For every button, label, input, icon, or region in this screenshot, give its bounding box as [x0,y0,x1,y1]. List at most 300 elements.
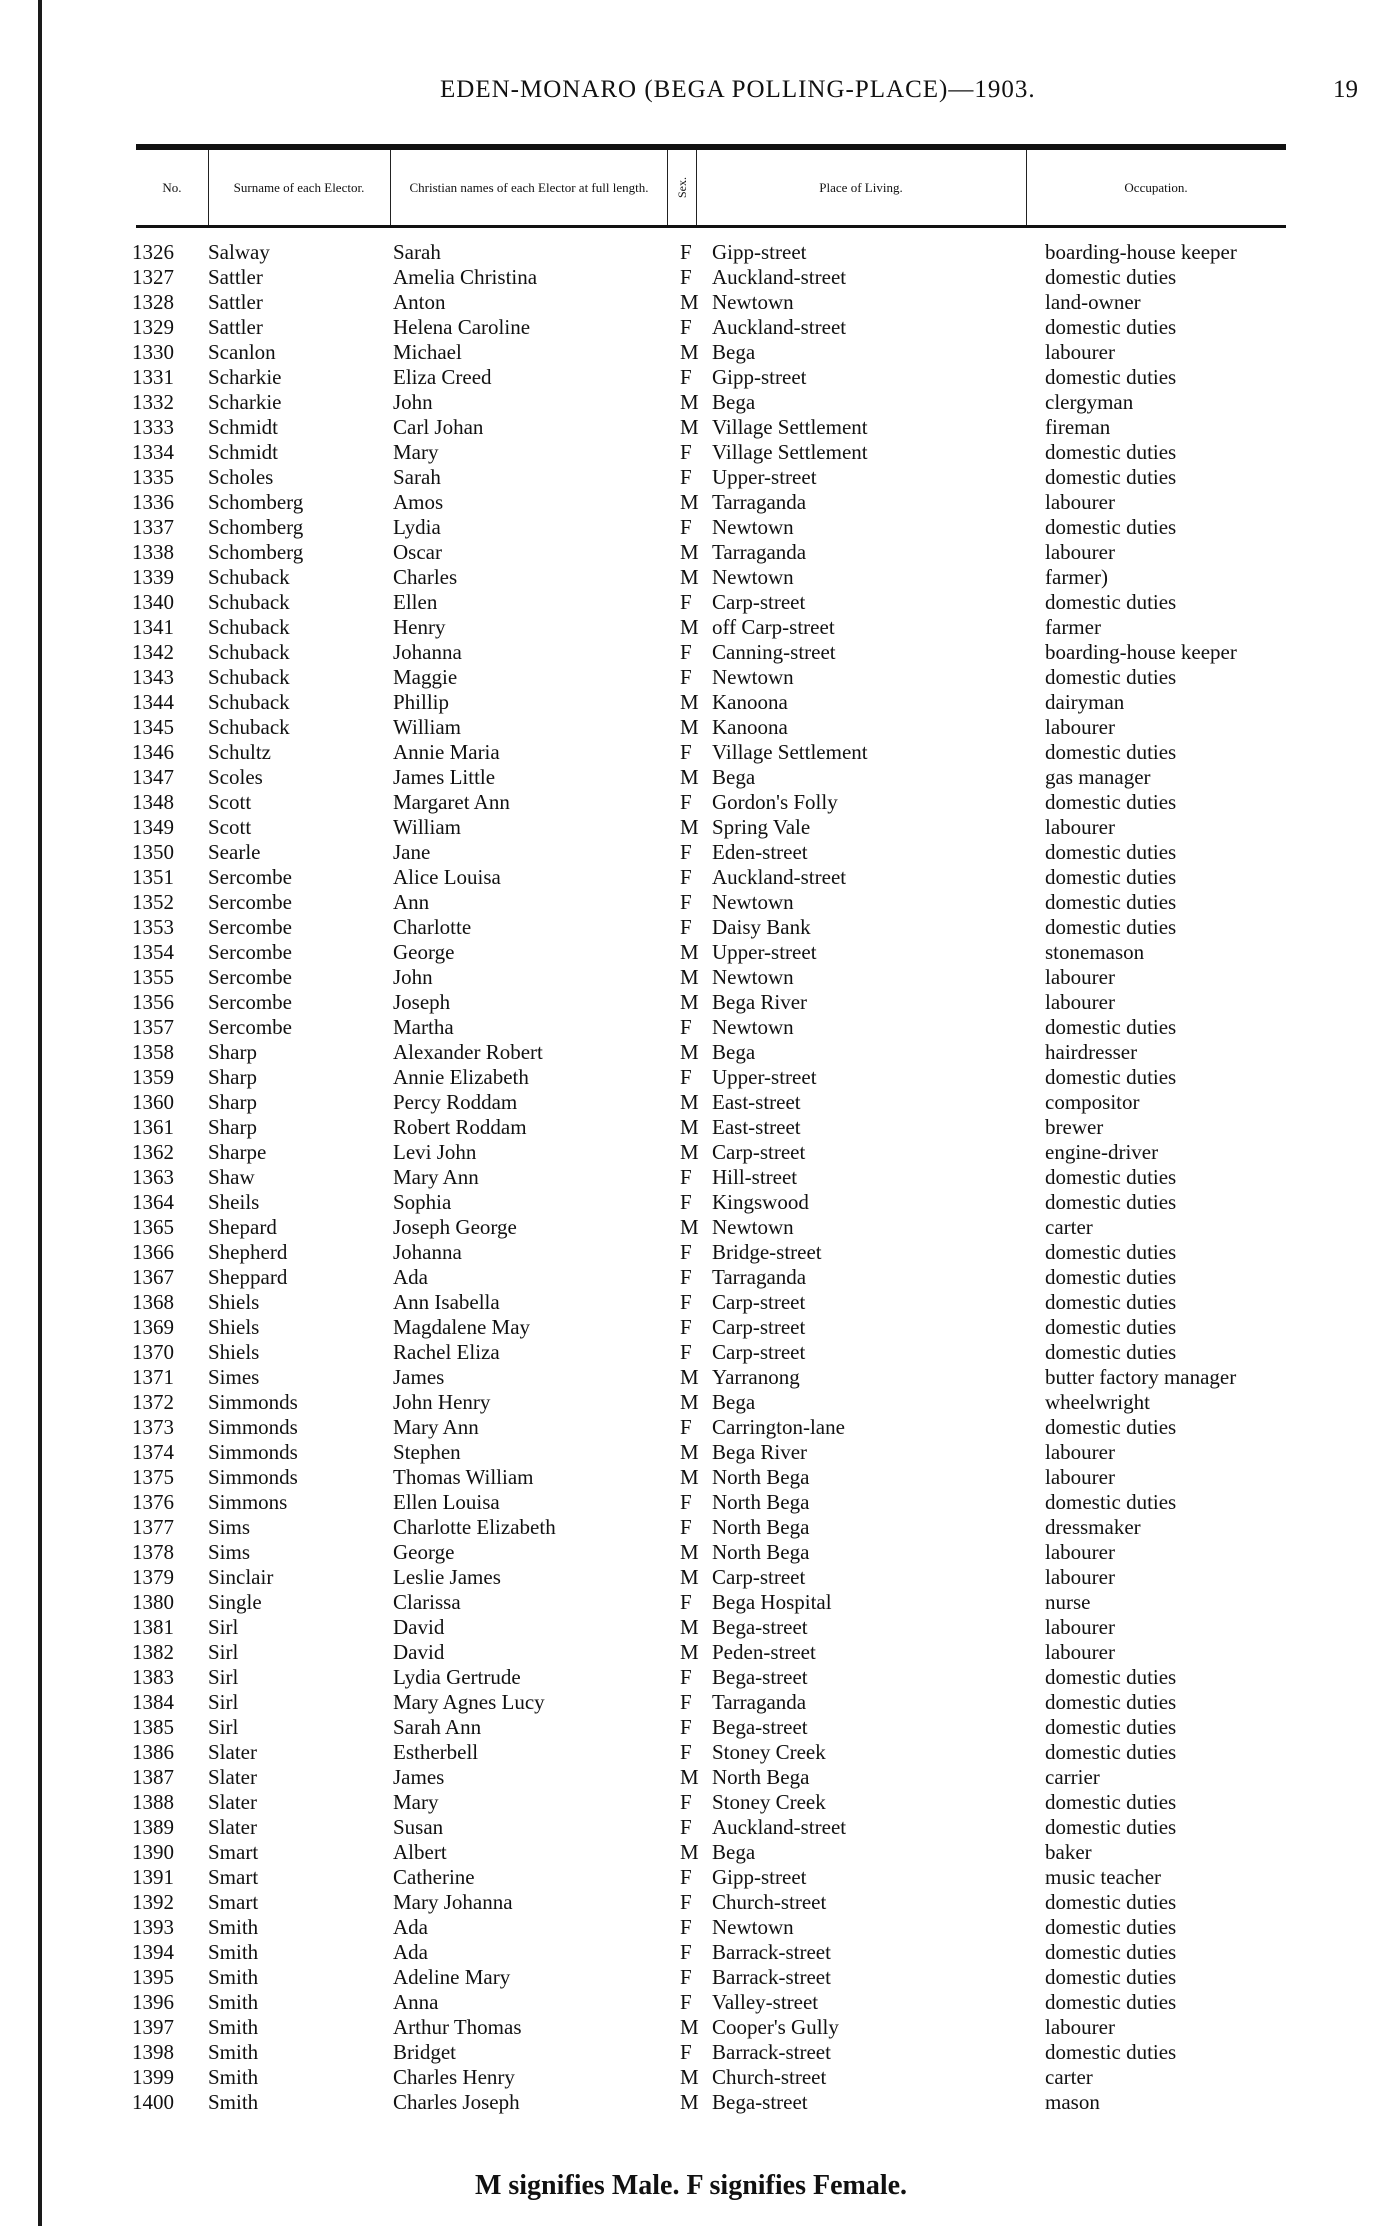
elector-surname: Smith [208,1965,259,1989]
elector-sex: F [680,515,692,539]
elector-number: 1357 [132,1015,174,1039]
elector-occupation: boarding-house keeper [1045,240,1237,264]
elector-christian-names: Alexander Robert [393,1040,543,1064]
elector-number: 1353 [132,915,174,939]
elector-occupation: carter [1045,2065,1093,2089]
elector-occupation: dressmaker [1045,1515,1141,1539]
table-row [0,515,1382,540]
elector-occupation: farmer [1045,615,1101,639]
table-row [0,315,1382,340]
elector-place: North Bega [712,1465,810,1489]
elector-surname: Simmonds [208,1390,298,1414]
elector-christian-names: Ada [393,1940,428,1964]
elector-christian-names: Joseph George [393,1215,517,1239]
elector-christian-names: Margaret Ann [393,790,510,814]
table-row [0,1465,1382,1490]
table-row [0,1365,1382,1390]
elector-occupation: domestic duties [1045,590,1177,614]
elector-occupation: domestic duties [1045,1240,1177,1264]
elector-number: 1356 [132,990,174,1014]
elector-christian-names: George [393,940,455,964]
elector-place: Valley-street [712,1990,819,2014]
elector-surname: Sirl [208,1615,239,1639]
elector-sex: F [680,440,692,464]
elector-occupation: domestic duties [1045,1265,1177,1289]
elector-number: 1334 [132,440,174,464]
elector-place: Carp-street [712,1565,806,1589]
elector-place: Auckland-street [712,1815,847,1839]
elector-occupation: carter [1045,1215,1093,1239]
table-row [0,1090,1382,1115]
elector-occupation: domestic duties [1045,1340,1177,1364]
elector-christian-names: Sarah [393,465,441,489]
elector-sex: M [680,1090,699,1114]
elector-surname: Schuback [208,640,290,664]
elector-sex: F [680,1740,692,1764]
elector-christian-names: James [393,1365,445,1389]
elector-sex: F [680,890,692,914]
elector-christian-names: Ellen Louisa [393,1490,500,1514]
elector-number: 1383 [132,1665,174,1689]
elector-number: 1355 [132,965,174,989]
table-row [0,815,1382,840]
elector-place: Stoney Creek [712,1740,826,1764]
elector-surname: Sattler [208,315,263,339]
elector-place: Peden-street [712,1640,816,1664]
elector-christian-names: Magdalene May [393,1315,531,1339]
elector-place: East-street [712,1090,801,1114]
table-row [0,740,1382,765]
elector-christian-names: Lydia Gertrude [393,1665,521,1689]
elector-christian-names: Ada [393,1265,428,1289]
elector-number: 1364 [132,1190,174,1214]
elector-occupation: labourer [1045,990,1115,1014]
elector-surname: Schmidt [208,415,279,439]
elector-sex: M [680,340,699,364]
elector-number: 1400 [132,2090,174,2114]
table-row [0,1865,1382,1890]
elector-occupation: mason [1045,2090,1100,2114]
elector-number: 1330 [132,340,174,364]
elector-place: Bega River [712,990,808,1014]
elector-christian-names: Mary [393,440,439,464]
elector-surname: Sirl [208,1715,239,1739]
elector-surname: Sharpe [208,1140,267,1164]
elector-sex: M [680,540,699,564]
elector-place: Bega-street [712,2090,808,2114]
elector-number: 1374 [132,1440,174,1464]
elector-sex: F [680,1915,692,1939]
elector-place: Auckland-street [712,315,847,339]
elector-christian-names: Johanna [393,1240,462,1264]
table-row [0,940,1382,965]
table-row [0,990,1382,1015]
elector-sex: M [680,715,699,739]
sex-legend: M signifies Male. F signifies Female. [474,2170,908,2201]
table-row [0,1440,1382,1465]
elector-sex: F [680,1690,692,1714]
elector-occupation: domestic duties [1045,1915,1177,1939]
elector-place: Bega [712,390,756,414]
elector-occupation: domestic duties [1045,465,1177,489]
elector-occupation: farmer) [1045,565,1108,589]
elector-place: Gipp-street [712,1865,807,1889]
elector-surname: Simmonds [208,1415,298,1439]
elector-sex: F [680,1290,692,1314]
elector-occupation: stonemason [1045,940,1145,964]
elector-surname: Sims [208,1540,251,1564]
elector-christian-names: Percy Roddam [393,1090,518,1114]
elector-surname: Slater [208,1790,257,1814]
table-row [0,590,1382,615]
elector-number: 1361 [132,1115,174,1139]
elector-number: 1337 [132,515,174,539]
table-row [0,1115,1382,1140]
elector-number: 1366 [132,1240,174,1264]
elector-sex: F [680,1940,692,1964]
elector-surname: Scharkie [208,365,282,389]
elector-christian-names: Charles [393,565,458,589]
elector-place: Carp-street [712,1140,806,1164]
elector-christian-names: Henry [393,615,446,639]
elector-surname: Scanlon [208,340,276,364]
elector-place: Daisy Bank [712,915,811,939]
table-row [0,1065,1382,1090]
elector-christian-names: Bridget [393,2040,456,2064]
elector-christian-names: Alice Louisa [393,865,501,889]
elector-place: Village Settlement [712,440,868,464]
elector-occupation: domestic duties [1045,1690,1177,1714]
elector-place: Kanoona [712,715,788,739]
elector-place: Cooper's Gully [712,2015,839,2039]
elector-surname: Smith [208,1915,259,1939]
elector-christian-names: Leslie James [393,1565,501,1589]
elector-surname: Sharp [208,1090,257,1114]
elector-number: 1387 [132,1765,174,1789]
elector-surname: Sharp [208,1040,257,1064]
elector-place: Newtown [712,1015,794,1039]
elector-sex: M [680,1615,699,1639]
elector-occupation: gas manager [1045,765,1151,789]
elector-number: 1376 [132,1490,174,1514]
elector-place: Village Settlement [712,740,868,764]
elector-christian-names: Annie Elizabeth [393,1065,529,1089]
elector-surname: Schmidt [208,440,279,464]
elector-place: Bega-street [712,1665,808,1689]
elector-christian-names: Charlotte [393,915,472,939]
elector-surname: Shiels [208,1340,260,1364]
elector-place: Church-street [712,1890,827,1914]
elector-place: Carrington-lane [712,1415,845,1439]
elector-place: Carp-street [712,590,806,614]
elector-surname: Shiels [208,1290,260,1314]
elector-place: Bridge-street [712,1240,822,1264]
elector-christian-names: Mary Agnes Lucy [393,1690,545,1714]
elector-christian-names: Albert [393,1840,447,1864]
table-row [0,465,1382,490]
elector-christian-names: Mary [393,1790,439,1814]
elector-surname: Sercombe [208,890,292,914]
elector-christian-names: James Little [393,765,496,789]
elector-occupation: labourer [1045,1440,1115,1464]
elector-sex: F [680,2040,692,2064]
elector-number: 1379 [132,1565,174,1589]
elector-surname: Smith [208,1990,259,2014]
elector-occupation: domestic duties [1045,1940,1177,1964]
elector-sex: F [680,240,692,264]
table-row [0,290,1382,315]
elector-sex: M [680,1765,699,1789]
elector-number: 1332 [132,390,174,414]
elector-surname: Slater [208,1740,257,1764]
elector-surname: Sercombe [208,865,292,889]
elector-christian-names: Ada [393,1915,428,1939]
elector-occupation: labourer [1045,340,1115,364]
elector-sex: F [680,1265,692,1289]
elector-occupation: domestic duties [1045,1815,1177,1839]
elector-place: Canning-street [712,640,836,664]
elector-sex: M [680,1565,699,1589]
elector-sex: F [680,1815,692,1839]
elector-occupation: domestic duties [1045,1665,1177,1689]
elector-sex: M [680,1115,699,1139]
elector-sex: F [680,1790,692,1814]
elector-place: Church-street [712,2065,827,2089]
table-row [0,1540,1382,1565]
elector-sex: M [680,765,699,789]
elector-christian-names: Michael [393,340,462,364]
elector-christian-names: Carl Johan [393,415,484,439]
table-row [0,915,1382,940]
elector-surname: Sheils [208,1190,260,1214]
elector-occupation: baker [1045,1840,1092,1864]
elector-christian-names: Maggie [393,665,458,689]
elector-occupation: labourer [1045,490,1115,514]
table-row [0,1915,1382,1940]
elector-surname: Smith [208,2065,259,2089]
elector-number: 1336 [132,490,174,514]
elector-surname: Sirl [208,1640,239,1664]
elector-christian-names: Lydia [393,515,441,539]
elector-occupation: labourer [1045,540,1115,564]
elector-number: 1368 [132,1290,174,1314]
elector-surname: Smart [208,1840,259,1864]
elector-place: Auckland-street [712,865,847,889]
elector-sex: F [680,1415,692,1439]
elector-sex: F [680,1065,692,1089]
elector-sex: F [680,265,692,289]
elector-christian-names: Ellen [393,590,438,614]
elector-number: 1380 [132,1590,174,1614]
table-row [0,1265,1382,1290]
elector-number: 1339 [132,565,174,589]
elector-surname: Sercombe [208,915,292,939]
table-row [0,1665,1382,1690]
elector-surname: Sercombe [208,965,292,989]
elector-sex: F [680,1340,692,1364]
elector-number: 1347 [132,765,174,789]
elector-christian-names: Mary Ann [393,1165,479,1189]
elector-sex: F [680,1990,692,2014]
elector-surname: Sirl [208,1690,239,1714]
elector-number: 1369 [132,1315,174,1339]
elector-christian-names: George [393,1540,455,1564]
elector-number: 1392 [132,1890,174,1914]
elector-christian-names: Clarissa [393,1590,461,1614]
elector-sex: F [680,790,692,814]
table-row [0,415,1382,440]
elector-sex: F [680,740,692,764]
table-row [0,765,1382,790]
elector-christian-names: Adeline Mary [393,1965,511,1989]
elector-sex: F [680,315,692,339]
elector-sex: M [680,2015,699,2039]
elector-number: 1342 [132,640,174,664]
table-row [0,365,1382,390]
elector-occupation: domestic duties [1045,1790,1177,1814]
elector-sex: F [680,1965,692,1989]
elector-number: 1326 [132,240,174,264]
elector-place: Upper-street [712,1065,817,1089]
elector-occupation: domestic duties [1045,1965,1177,1989]
elector-sex: F [680,1515,692,1539]
elector-occupation: labourer [1045,1465,1115,1489]
elector-number: 1399 [132,2065,174,2089]
elector-surname: Schultz [208,740,271,764]
elector-sex: F [680,865,692,889]
table-row [0,1590,1382,1615]
elector-occupation: domestic duties [1045,515,1177,539]
header-sex: Sex. [675,177,689,198]
header-sex-cell [668,150,697,225]
elector-occupation: labourer [1045,2015,1115,2039]
elector-occupation: compositor [1045,1090,1140,1114]
elector-occupation: butter factory manager [1045,1365,1237,1389]
elector-surname: Smart [208,1890,259,1914]
elector-occupation: domestic duties [1045,790,1177,814]
elector-occupation: domestic duties [1045,265,1177,289]
elector-occupation: labourer [1045,1615,1115,1639]
elector-number: 1359 [132,1065,174,1089]
elector-christian-names: Catherine [393,1865,475,1889]
elector-christian-names: James [393,1765,445,1789]
elector-sex: M [680,390,699,414]
elector-occupation: domestic duties [1045,1165,1177,1189]
elector-christian-names: Amos [393,490,444,514]
table-row [0,390,1382,415]
elector-surname: Searle [208,840,261,864]
table-row [0,2040,1382,2065]
elector-number: 1338 [132,540,174,564]
elector-sex: M [680,990,699,1014]
elector-place: North Bega [712,1540,810,1564]
elector-place: Newtown [712,1915,794,1939]
elector-sex: M [680,415,699,439]
elector-number: 1341 [132,615,174,639]
elector-number: 1385 [132,1715,174,1739]
table-row [0,1990,1382,2015]
elector-number: 1389 [132,1815,174,1839]
elector-number: 1381 [132,1615,174,1639]
elector-number: 1378 [132,1540,174,1564]
elector-sex: F [680,1865,692,1889]
elector-number: 1377 [132,1515,174,1539]
elector-number: 1390 [132,1840,174,1864]
elector-surname: Simmonds [208,1440,298,1464]
elector-sex: F [680,1715,692,1739]
elector-number: 1396 [132,1990,174,2014]
table-row [0,1190,1382,1215]
elector-christian-names: William [393,815,461,839]
elector-occupation: domestic duties [1045,1415,1177,1439]
elector-number: 1345 [132,715,174,739]
table-row [0,1690,1382,1715]
elector-place: Gordon's Folly [712,790,838,814]
table-row [0,965,1382,990]
elector-christian-names: John [393,390,433,414]
elector-number: 1395 [132,1965,174,1989]
elector-surname: Sattler [208,290,263,314]
elector-number: 1348 [132,790,174,814]
table-row [0,1315,1382,1340]
elector-number: 1375 [132,1465,174,1489]
table-row [0,1290,1382,1315]
elector-sex: M [680,940,699,964]
elector-number: 1384 [132,1690,174,1714]
elector-surname: Schomberg [208,515,304,539]
elector-occupation: clergyman [1045,390,1134,414]
elector-number: 1354 [132,940,174,964]
table-row [0,690,1382,715]
elector-sex: F [680,1190,692,1214]
table-row [0,340,1382,365]
elector-christian-names: Helena Caroline [393,315,531,339]
elector-sex: M [680,1365,699,1389]
elector-christian-names: Charles Henry [393,2065,515,2089]
elector-number: 1352 [132,890,174,914]
elector-occupation: domestic duties [1045,890,1177,914]
elector-occupation: labourer [1045,1540,1115,1564]
elector-christian-names: Ann Isabella [393,1290,500,1314]
elector-christian-names: Mary Johanna [393,1890,513,1914]
table-row [0,665,1382,690]
elector-surname: Single [208,1590,262,1614]
elector-surname: Smith [208,2090,259,2114]
elector-surname: Shepard [208,1215,277,1239]
elector-surname: Scharkie [208,390,282,414]
elector-place: Barrack-street [712,1965,831,1989]
elector-surname: Sercombe [208,1015,292,1039]
elector-occupation: labourer [1045,1565,1115,1589]
elector-occupation: hairdresser [1045,1040,1138,1064]
elector-place: Bega-street [712,1615,808,1639]
elector-christian-names: Rachel Eliza [393,1340,500,1364]
header-christian: Christian names of each Elector at full length. [391,150,668,225]
elector-number: 1397 [132,2015,174,2039]
elector-place: Eden-street [712,840,808,864]
elector-place: North Bega [712,1490,810,1514]
elector-occupation: domestic duties [1045,1990,1177,2014]
table-row [0,1565,1382,1590]
table-row [0,1790,1382,1815]
elector-place: Upper-street [712,940,817,964]
elector-occupation: carrier [1045,1765,1100,1789]
elector-sex: M [680,290,699,314]
table-row [0,1640,1382,1665]
elector-surname: Scoles [208,765,263,789]
elector-number: 1382 [132,1640,174,1664]
elector-surname: Sharp [208,1115,257,1139]
